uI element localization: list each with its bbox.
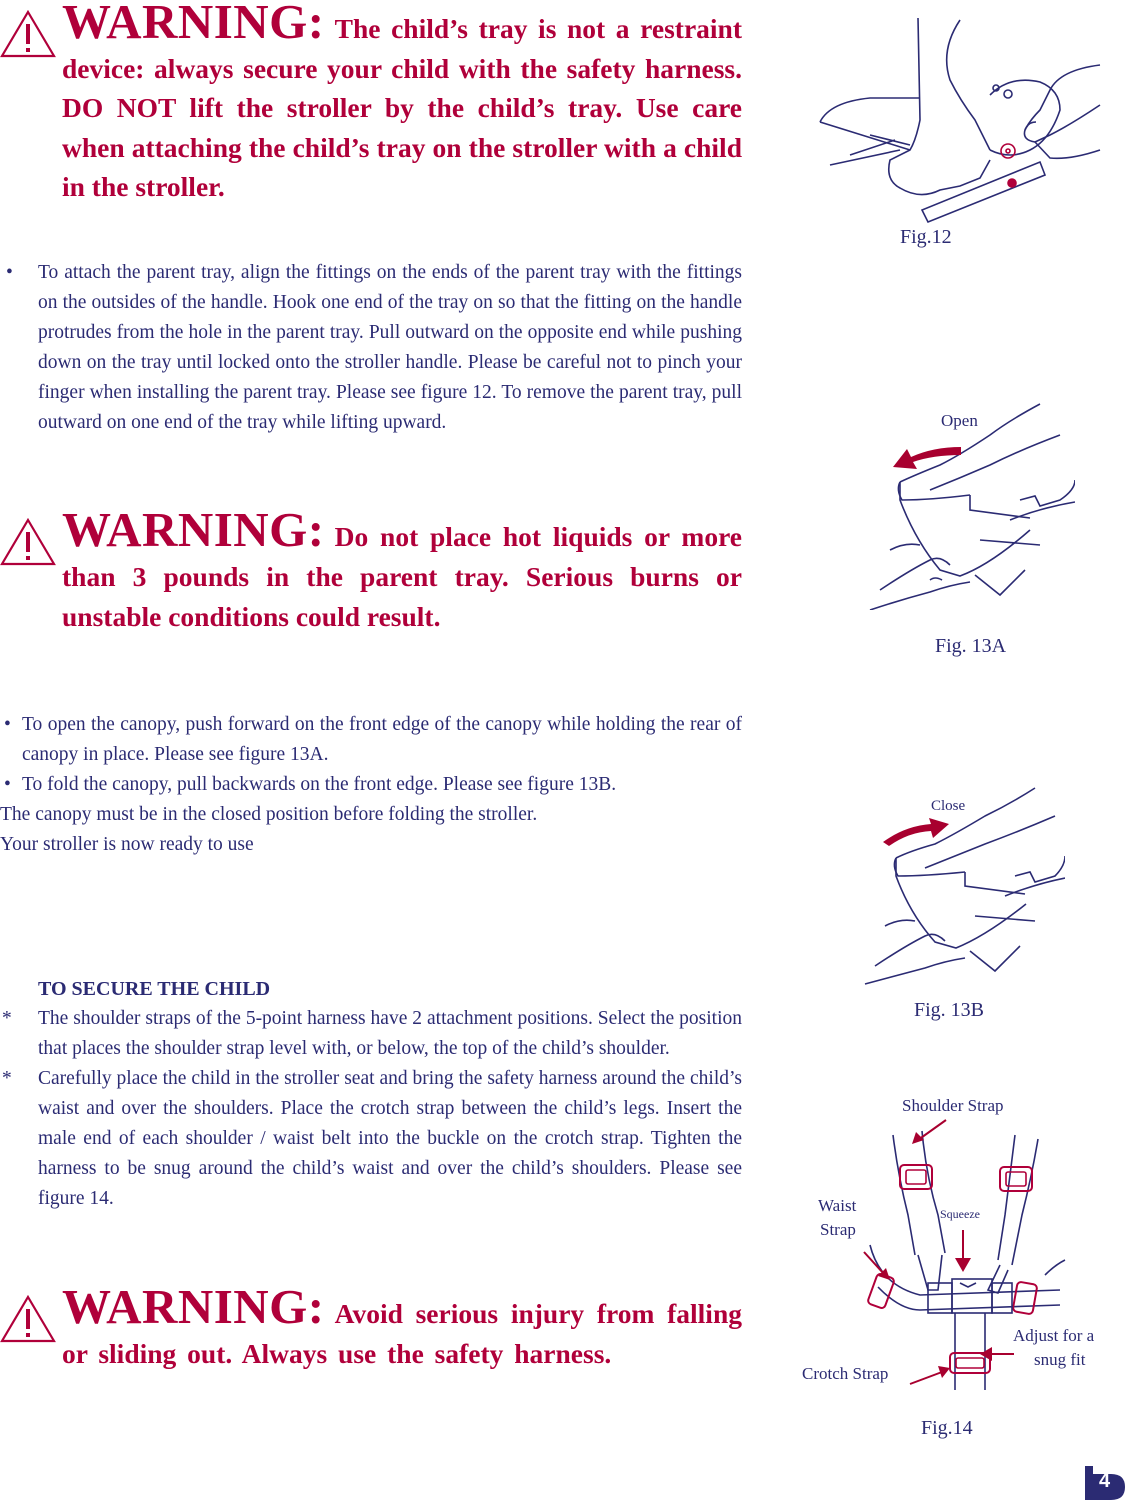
shoulder-strap-label: Shoulder Strap xyxy=(902,1096,1004,1115)
figure-13a-illustration xyxy=(860,400,1075,610)
shoulder-strap-arrow-icon xyxy=(910,1118,948,1146)
close-arrow-icon xyxy=(883,818,949,846)
bullet: • xyxy=(4,714,11,735)
figure-12-caption: Fig.12 xyxy=(900,226,952,248)
waist-strap-arrow-icon xyxy=(862,1250,892,1282)
warning-block-harness xyxy=(0,1279,742,1374)
canopy-instructions xyxy=(0,710,742,860)
figure-13b-caption: Fig. 13B xyxy=(914,999,985,1021)
shoulder-straps-text: The shoulder straps of the 5-point harness have 2 attachment positions. Select the position that places the shoulder strap level with, or below, the top of the child’s shoulder. xyxy=(38,1008,742,1059)
squeeze-arrow-icon xyxy=(955,1230,971,1274)
warning-label: WARNING: xyxy=(62,0,325,49)
figure-13a-caption: Fig. 13A xyxy=(935,635,1007,657)
squeeze-label: Squeeze xyxy=(940,1207,980,1221)
figure-14-caption: Fig.14 xyxy=(921,1417,973,1439)
warning-text: The child’s tray is not a restraint device: always secure your child with the safety harness. DO NOT lift the stroller by the child’s tray. Use care when attaching the child’s tray on the stroller with a child in the stroller. xyxy=(62,13,742,202)
bullet: • xyxy=(4,774,11,795)
figure-12-illustration xyxy=(810,10,1110,240)
canopy-fold-text: To fold the canopy, pull backwards on the front edge. Please see figure 13B. xyxy=(22,774,617,795)
open-label: Open xyxy=(941,411,978,430)
ready-note: Your stroller is now ready to use xyxy=(0,834,254,855)
secure-child-section xyxy=(0,974,742,1214)
warning-block-parent-tray xyxy=(0,502,742,637)
warning-triangle-icon xyxy=(0,10,56,58)
crotch-strap-arrow-icon xyxy=(908,1366,952,1386)
waist-strap-label-line2: Strap xyxy=(820,1220,856,1239)
section-heading: TO SECURE THE CHILD xyxy=(38,978,271,1000)
warning-label: WARNING: xyxy=(62,502,325,557)
warning-block-tray xyxy=(0,2,742,207)
bullet: • xyxy=(6,262,13,283)
canopy-note: The canopy must be in the closed position before folding the stroller. xyxy=(0,804,538,825)
close-label: Close xyxy=(931,798,966,814)
adjust-arrow-icon xyxy=(980,1346,1014,1362)
adjust-label-line2: snug fit xyxy=(1034,1350,1086,1369)
open-arrow-icon xyxy=(893,443,963,473)
parent-tray-text: To attach the parent tray, align the fittings on the ends of the parent tray with the fittings on the outsides of the handle. Hook one end of the tray on so that the fitting on the handle protrudes from the hole in the parent tray. Pull outward on the opposite end while pushing down on the tray until locked onto the stroller handle. Please be careful not to pinch your finger when installing the parent tray. Please see figure 12. To remove the parent tray, pull outward on one end of the tray while lifting upward. xyxy=(38,262,742,433)
warning-label: WARNING: xyxy=(62,1279,325,1334)
figure-13b-illustration xyxy=(860,786,1065,986)
asterisk: * xyxy=(2,1008,12,1029)
adjust-label-line1: Adjust for a xyxy=(1013,1326,1095,1345)
page-number: 4 xyxy=(1099,1470,1111,1492)
warning-text: Avoid serious injury from falling or sliding out. Always use the safety harness. xyxy=(62,1298,742,1369)
asterisk: * xyxy=(2,1068,12,1089)
canopy-open-text: To open the canopy, push forward on the front edge of the canopy while holding the rear of canopy in place. Please see figure 13A. xyxy=(22,714,742,765)
place-child-text: Carefully place the child in the stroller seat and bring the safety harness around the child’s waist and over the shoulders. Place the crotch strap between the child’s legs. Insert the male end of each shoulder / waist belt into the buckle on the crotch strap. Tighten the harness to be snug around the child’s waist and over the child’s shoulders. Please see figure 14. xyxy=(38,1068,742,1209)
warning-triangle-icon xyxy=(0,518,56,566)
parent-tray-instructions xyxy=(0,258,742,438)
page-number-badge xyxy=(1085,1464,1125,1500)
warning-triangle-icon xyxy=(0,1295,56,1343)
crotch-strap-label: Crotch Strap xyxy=(802,1364,889,1383)
warning-text: Do not place hot liquids or more than 3 pounds in the parent tray. Serious burns or unstable conditions could result. xyxy=(62,521,742,632)
waist-strap-label-line1: Waist xyxy=(818,1196,857,1215)
